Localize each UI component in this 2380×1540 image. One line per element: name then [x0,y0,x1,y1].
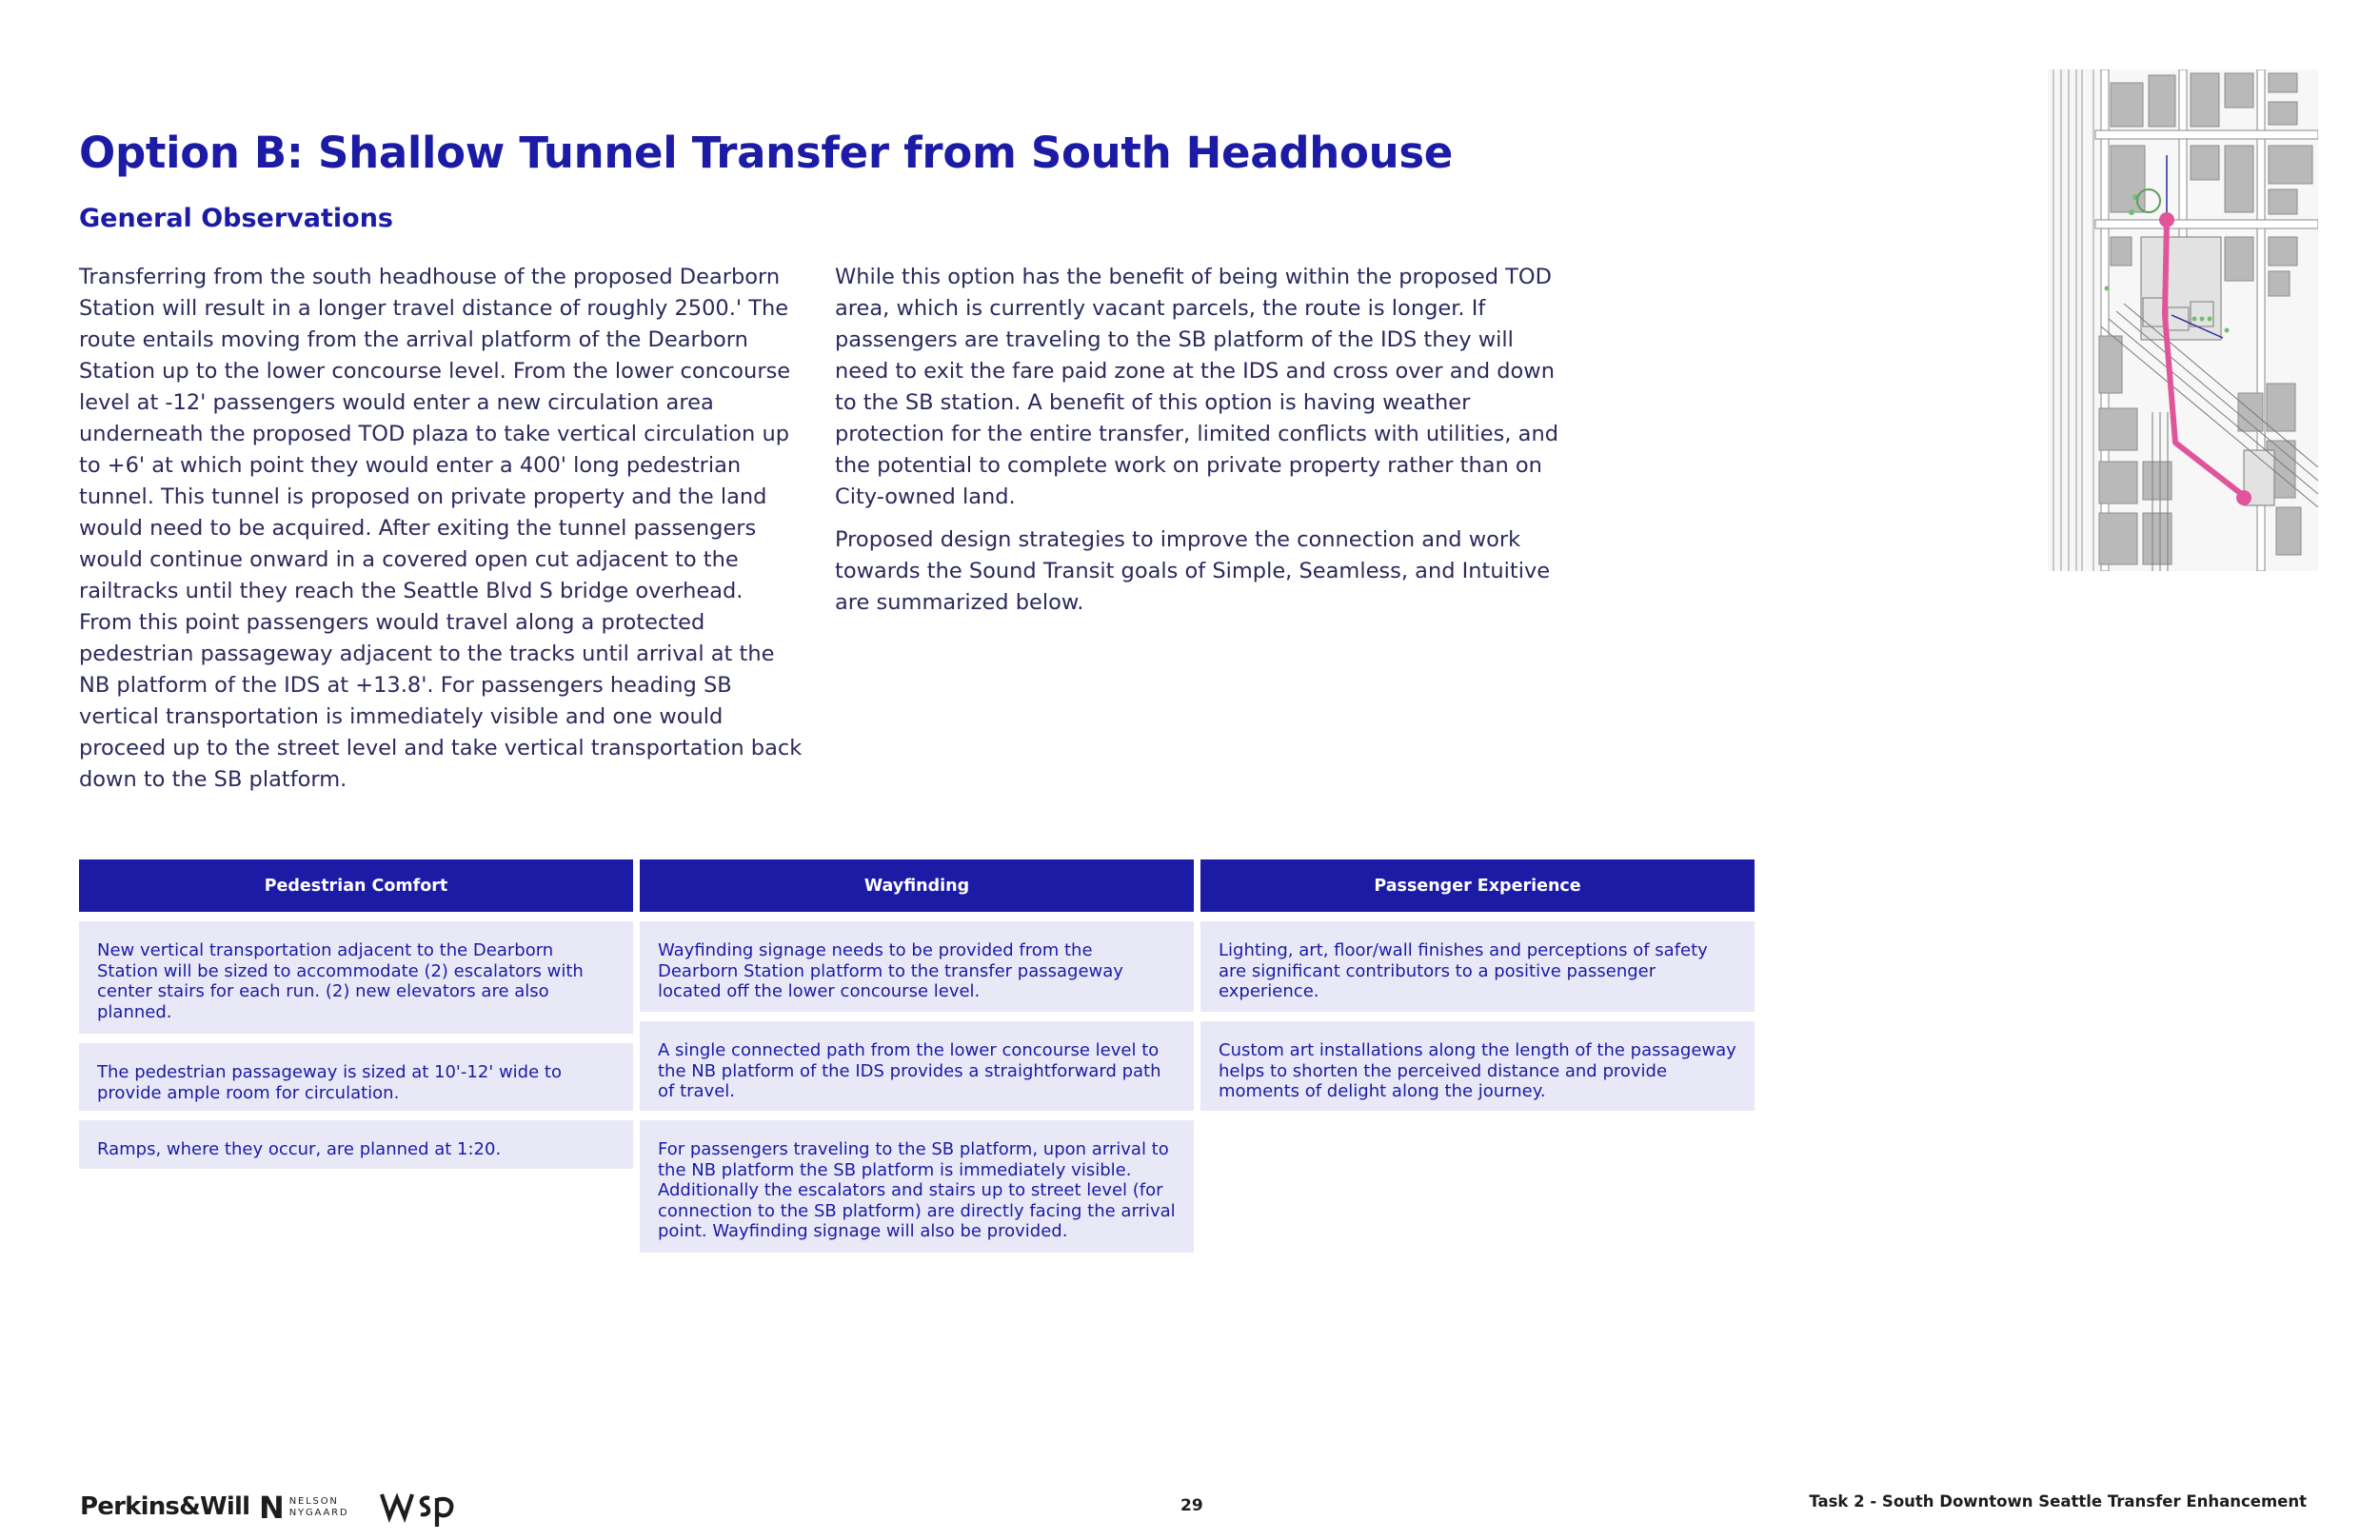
table-column-pedestrian-comfort [79,859,633,1169]
nelson-nygaard-text: NELSON NYGAARD [288,1496,349,1518]
table-header: Pedestrian Comfort [79,859,633,912]
body-paragraph: While this option has the benefit of being within the proposed TOD area, which is currently vacant parcels, the route is longer. If passengers are traveling to the SB platform of the IDS they will need to exit the fare paid zone at the IDS and cross over and down to the SB station. A benefit of this option is having weather protection for the entire transfer, limited conflicts with utilities, and the potential to complete work on private property rather than on City-owned land. [835,265,1559,509]
table-cell: New vertical transportation adjacent to the Dearborn Station will be sized to accommodate (2) escalators with center stairs for each run. (2) new elevators are also planned. [79,921,633,1034]
site-plan-map [2048,69,2318,571]
nelson-nygaard-logo [259,1490,349,1526]
table-cell: Custom art installations along the length of the passageway helps to shorten the perceived distance and provide moments of delight along the journey. [1200,1021,1755,1111]
table-column-wayfinding [640,859,1194,1253]
section-heading: General Observations [79,204,393,233]
table-cell: Lighting, art, floor/wall finishes and perceptions of safety are significant contributors to a positive passenger experience. [1200,921,1755,1012]
document-title: Task 2 - South Downtown Seattle Transfer Enhancement [1809,1492,2307,1510]
body-paragraph: Transferring from the south headhouse of the proposed Dearborn Station will result in a longer travel distance of roughly 2500.' The route entails moving from the arrival platform of the Dearborn Station up to the lower concourse level. From the lower concourse level at -12' passengers would enter a new circulation area underneath the proposed TOD plaza to take vertical circulation up to +6' at which point they would enter a 400' long pedestrian tunnel. This tunnel is proposed on private property and the land would need to be acquired. After exiting the tunnel passengers would continue onward in a covered open cut adjacent to the railtracks until they reach the Seattle Blvd S bridge overhead. From this point passengers would travel along a protected pedestrian passageway adjacent to the tracks until arrival at the NB platform of the IDS at +13.8'. For passengers heading SB vertical transportation is immediately visible and one would proceed up to the street level and take vertical transportation back down to the SB platform. [79,265,803,792]
left-text-column [79,262,803,807]
body-paragraph: Proposed design strategies to improve the connection and work towards the Sound Transit goals of Simple, Seamless, and Intuitive are summarized below. [835,527,1551,615]
table-column-passenger-experience [1200,859,1755,1111]
table-cell: Wayfinding signage needs to be provided from the Dearborn Station platform to the transfer passageway located off the lower concourse level. [640,921,1194,1012]
perkins-will-logo: Perkins&Will [80,1492,250,1521]
table-cell: The pedestrian passageway is sized at 10'-12' wide to provide ample room for circulation. [79,1043,633,1111]
table-header: Passenger Experience [1200,859,1755,912]
page-number: 29 [1180,1496,1203,1515]
table-cell: A single connected path from the lower concourse level to the NB platform of the IDS provides a straightforward path of travel. [640,1021,1194,1111]
table-cell: Ramps, where they occur, are planned at 1:20. [79,1120,633,1169]
table-header: Wayfinding [640,859,1194,912]
nelson-nygaard-mark: N [259,1490,285,1526]
table-cell: For passengers traveling to the SB platform, upon arrival to the NB platform the SB platform is immediately visible. Additionally the escalators and stairs up to street level (for connection to the SB platform) are directly facing the arrival point. Wayfinding signage will also be provided. [640,1120,1194,1253]
wsp-logo [378,1487,458,1533]
right-text-column [835,262,1558,630]
page-title: Option B: Shallow Tunnel Transfer from South Headhouse [79,128,1454,178]
